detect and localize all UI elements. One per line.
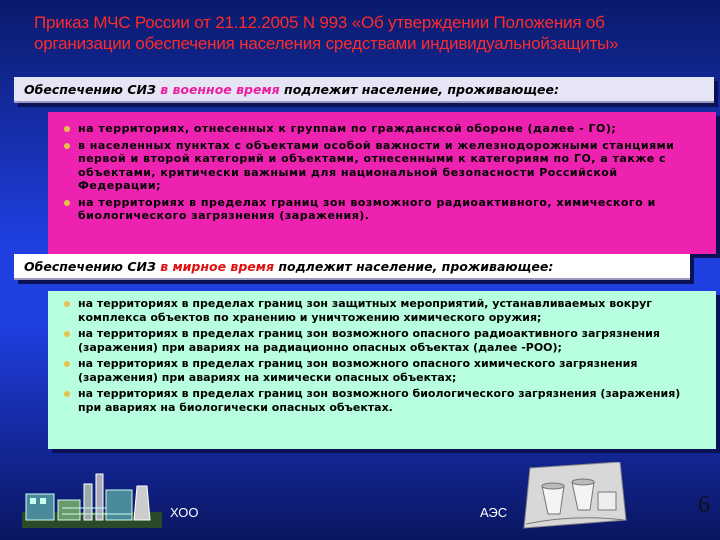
chemical-plant-icon [22, 464, 162, 528]
list-item-text: на территориях в пределах границ зон возможного радиоактивного, химического и биологического загрязнения (заражения). [78, 195, 656, 222]
list-item-text: в населенных пунктах с объектами особой важности и железнодорожными станциями первой и второй категорий и объектами, отнесенными к категориям по ГО, а также с объектами, критически важными для национальной безопасности Российской Федерации; [78, 138, 675, 192]
list-item [64, 122, 702, 136]
section-peace-panel [48, 291, 716, 449]
section-war-header [14, 77, 714, 103]
section-peace-header-suffix: подлежит население, проживающее: [274, 259, 554, 274]
section-war-list [64, 122, 702, 223]
list-item-text: на территориях в пределах границ зон защитных мероприятий, устанавливаемых вокруг комплекса объектов по хранению и уничтожению химического оружия; [78, 297, 653, 324]
section-peace-header-accent: в мирное время [160, 259, 275, 274]
nuclear-plant-icon [520, 462, 630, 532]
section-war-header-accent: в военное время [160, 82, 280, 97]
list-item-text: на территориях в пределах границ зон возможного опасного радиоактивного загрязнения (заражения) при авариях на радиационно опасных объектах (далее -РОО); [78, 327, 660, 354]
list-item [64, 196, 702, 223]
slide-title: Приказ МЧС России от 21.12.2005 N 993 «Об утверждении Положения об организации обеспечения населения средствами индивидуальнойзащиты» [34, 13, 619, 53]
list-item-text: на территориях, отнесенных к группам по гражданской обороне (далее - ГО); [78, 122, 617, 135]
section-war-panel [48, 112, 716, 254]
bullet-icon [64, 200, 70, 206]
bullet-icon [64, 143, 70, 149]
bullet-icon [64, 126, 70, 132]
page-number: 6 [698, 492, 710, 518]
list-item-text: на территориях в пределах границ зон возможного биологического загрязнения (заражения) при авариях на биологически опасных объектах. [78, 387, 681, 414]
list-item [64, 357, 702, 384]
chemical-plant-label: ХОО [170, 505, 199, 520]
list-item [64, 297, 702, 324]
list-item [64, 139, 702, 193]
nuclear-plant-label: АЭС [480, 505, 508, 520]
bullet-icon [64, 391, 70, 397]
section-peace-header [14, 254, 690, 280]
section-peace-list [64, 297, 702, 414]
section-war-header-prefix: Обеспечению СИЗ [24, 82, 161, 97]
list-item [64, 327, 702, 354]
list-item-text: на территориях в пределах границ зон возможного опасного химического загрязнения (заражения) при авариях на химически опасных объектах; [78, 357, 638, 384]
bullet-icon [64, 361, 70, 367]
list-item [64, 387, 702, 414]
section-war-header-suffix: подлежит население, проживающее: [279, 82, 560, 97]
bullet-icon [64, 331, 70, 337]
bullet-icon [64, 301, 70, 307]
section-peace-header-prefix: Обеспечению СИЗ [24, 259, 161, 274]
